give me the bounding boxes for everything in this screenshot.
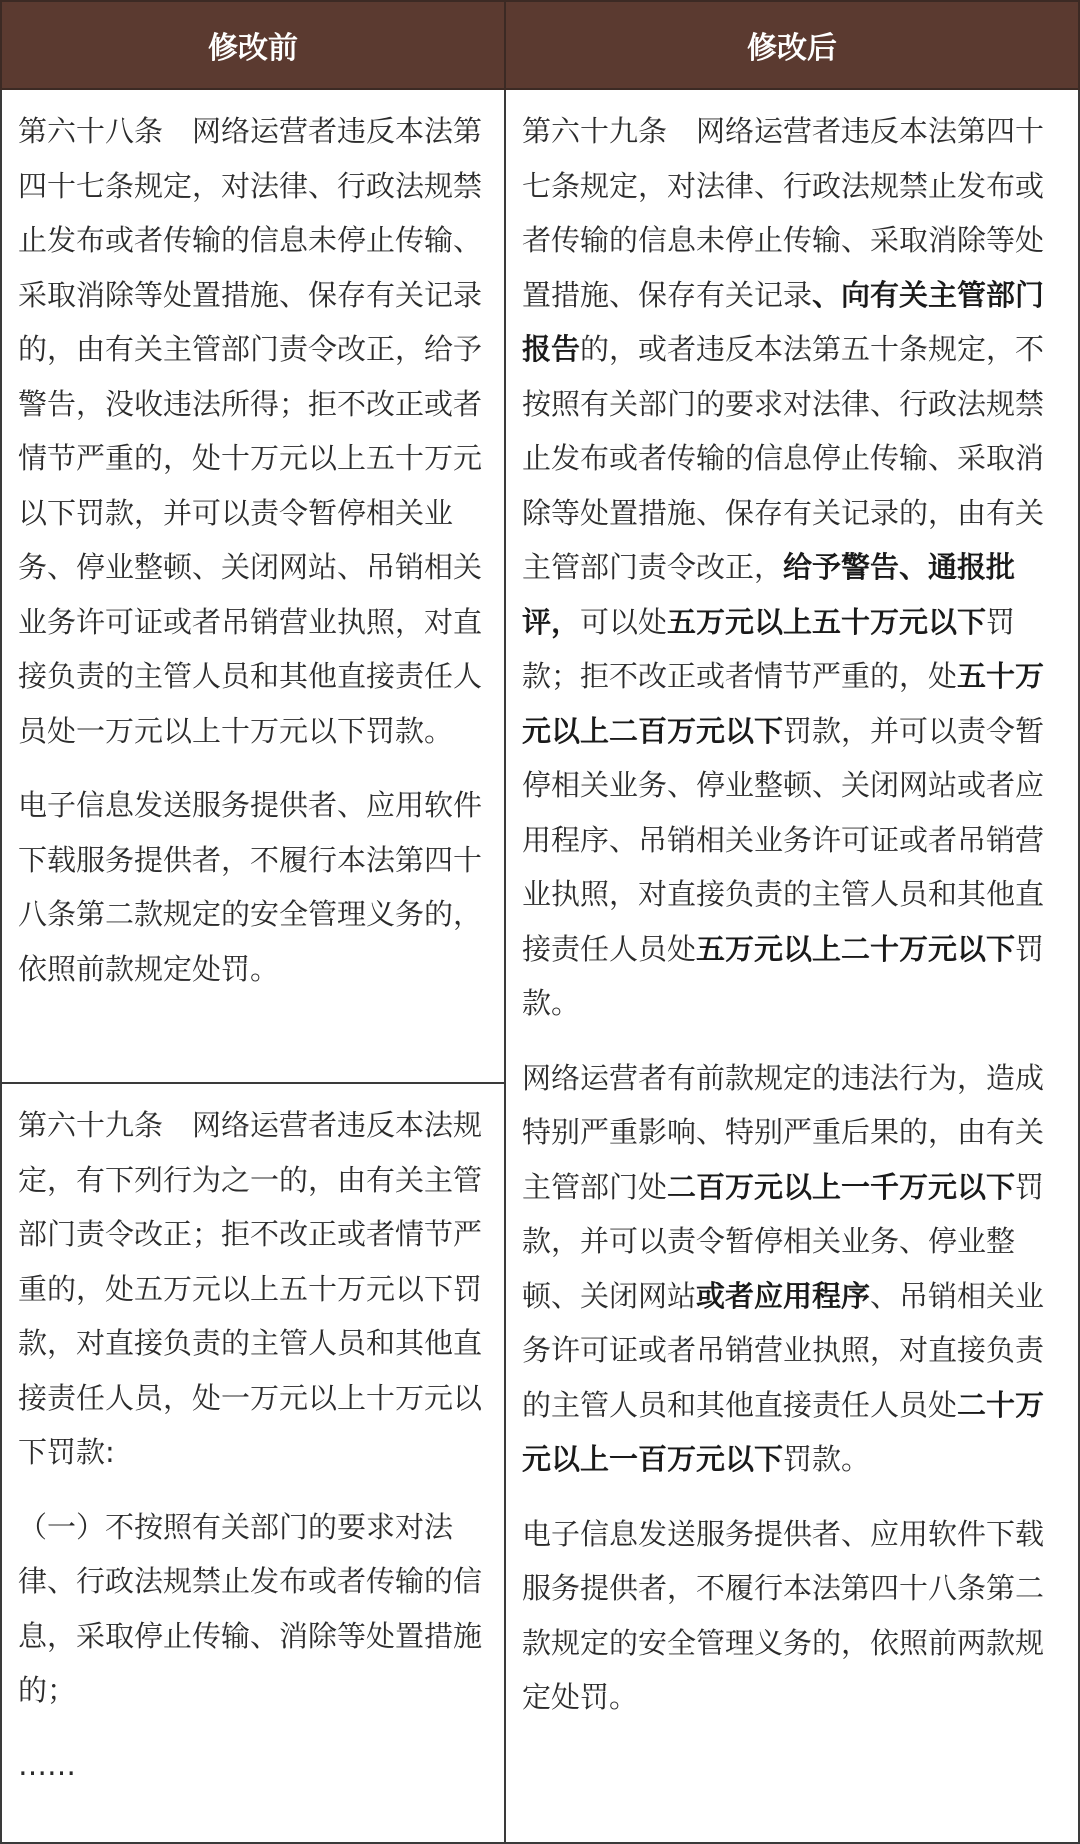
after-p1-text-2: 的，或者违反本法第五十条规定，不按照有关部门的要求对法律、行政法规禁止发布或者传输的信息停止传输、采取消除等处置措施、保存有关记录的，由有关主管部门责令改正， [522,332,1045,584]
after-p1-text-3: 可以处 [580,604,668,639]
before-art68-para-2: 电子信息发送服务提供者、应用软件下载服务提供者，不履行本法第四十八条第二款规定的安全管理义务的，依照前款规定处罚。 [18,788,483,986]
after-para-3: 电子信息发送服务提供者、应用软件下载服务提供者，不履行本法第四十八条第二款规定的安全管理义务的，依照前两款规定处罚。 [522,1516,1045,1714]
after-p2-text-2: 罚款，并可以责令暂停相关业务、停业整顿、关闭网站 [522,1169,1045,1313]
after-article-69-cell [505,89,1079,1843]
before-art68-para-1: 第六十八条 网络运营者违反本法第四十七条规定，对法律、行政法规禁止发布或者传输的信息未停止传输、采取消除等处置措施、保存有关记录的，由有关主管部门责令改正，给予警告，没收违法所得；拒不改正或者情节严重的，处十万元以上五十万元以下罚款，并可以责令暂停相关业务、停业整顿、关闭网站、吊销相关业务许可证或者吊销营业执照，对直接负责的主管人员和其他直接责任人员处一万元以上十万元以下罚款。 [18,114,483,748]
after-p1-bold-3: 五万元以上五十万元以下 [667,604,987,639]
header-after: 修改后 [505,1,1079,89]
after-p1-text-4: 罚款；拒不改正或者情节严重的，处 [522,604,1016,693]
after-p2-bold-3: 二十万元以上一百万元以下 [522,1387,1045,1476]
before-article-68-cell [1,89,505,1083]
after-p2-bold-1: 二百万元以上一千万元以下 [667,1169,1016,1204]
after-p1-bold-4: 五十万元以上二百万元以下 [522,659,1045,748]
after-para-2 [522,1051,1068,1487]
after-p1-text-1: 第六十九条 网络运营者违反本法第四十七条规定，对法律、行政法规禁止发布或者传输的信息未停止传输、采取消除等处置措施、保存有关记录 [522,114,1045,312]
before-article-69-cell [1,1083,505,1843]
after-p2-text-1: 网络运营者有前款规定的违法行为，造成特别严重影响、特别严重后果的，由有关主管部门处 [522,1060,1045,1204]
after-p1-bold-2: 给予警告、通报批评， [522,550,1016,639]
after-p2-text-4: 罚款。 [783,1442,871,1476]
before-art69-ellipsis: …… [18,1747,76,1782]
after-p1-text-6: 罚款。 [522,931,1045,1020]
after-p2-text-3: 、吊销相关业务许可证或者吊销营业执照，对直接负责的主管人员和其他直接责任人员处 [522,1278,1045,1422]
after-para-1 [522,104,1068,1031]
after-p2-bold-2: 或者应用程序 [696,1278,871,1313]
header-before: 修改前 [1,1,505,89]
after-p1-bold-1: 、向有关主管部门报告 [522,277,1045,366]
after-p1-text-5: 罚款，并可以责令暂停相关业务、停业整顿、关闭网站或者应用程序、吊销相关业务许可证或者吊销营业执照，对直接负责的主管人员和其他直接责任人员处 [522,713,1045,966]
before-art69-para-1: 第六十九条 网络运营者违反本法规定，有下列行为之一的，由有关主管部门责令改正；拒不改正或者情节严重的，处五万元以上五十万元以下罚款，对直接负责的主管人员和其他直接责任人员，处一万元以上十万元以下罚款: [18,1108,483,1469]
header-row [1,1,1079,89]
after-p1-bold-5: 五万元以上二十万元以下 [696,931,1016,966]
before-art69-para-2: （一）不按照有关部门的要求对法律、行政法规禁止发布或者传输的信息，采取停止传输、消除等处置措施的； [18,1509,483,1707]
